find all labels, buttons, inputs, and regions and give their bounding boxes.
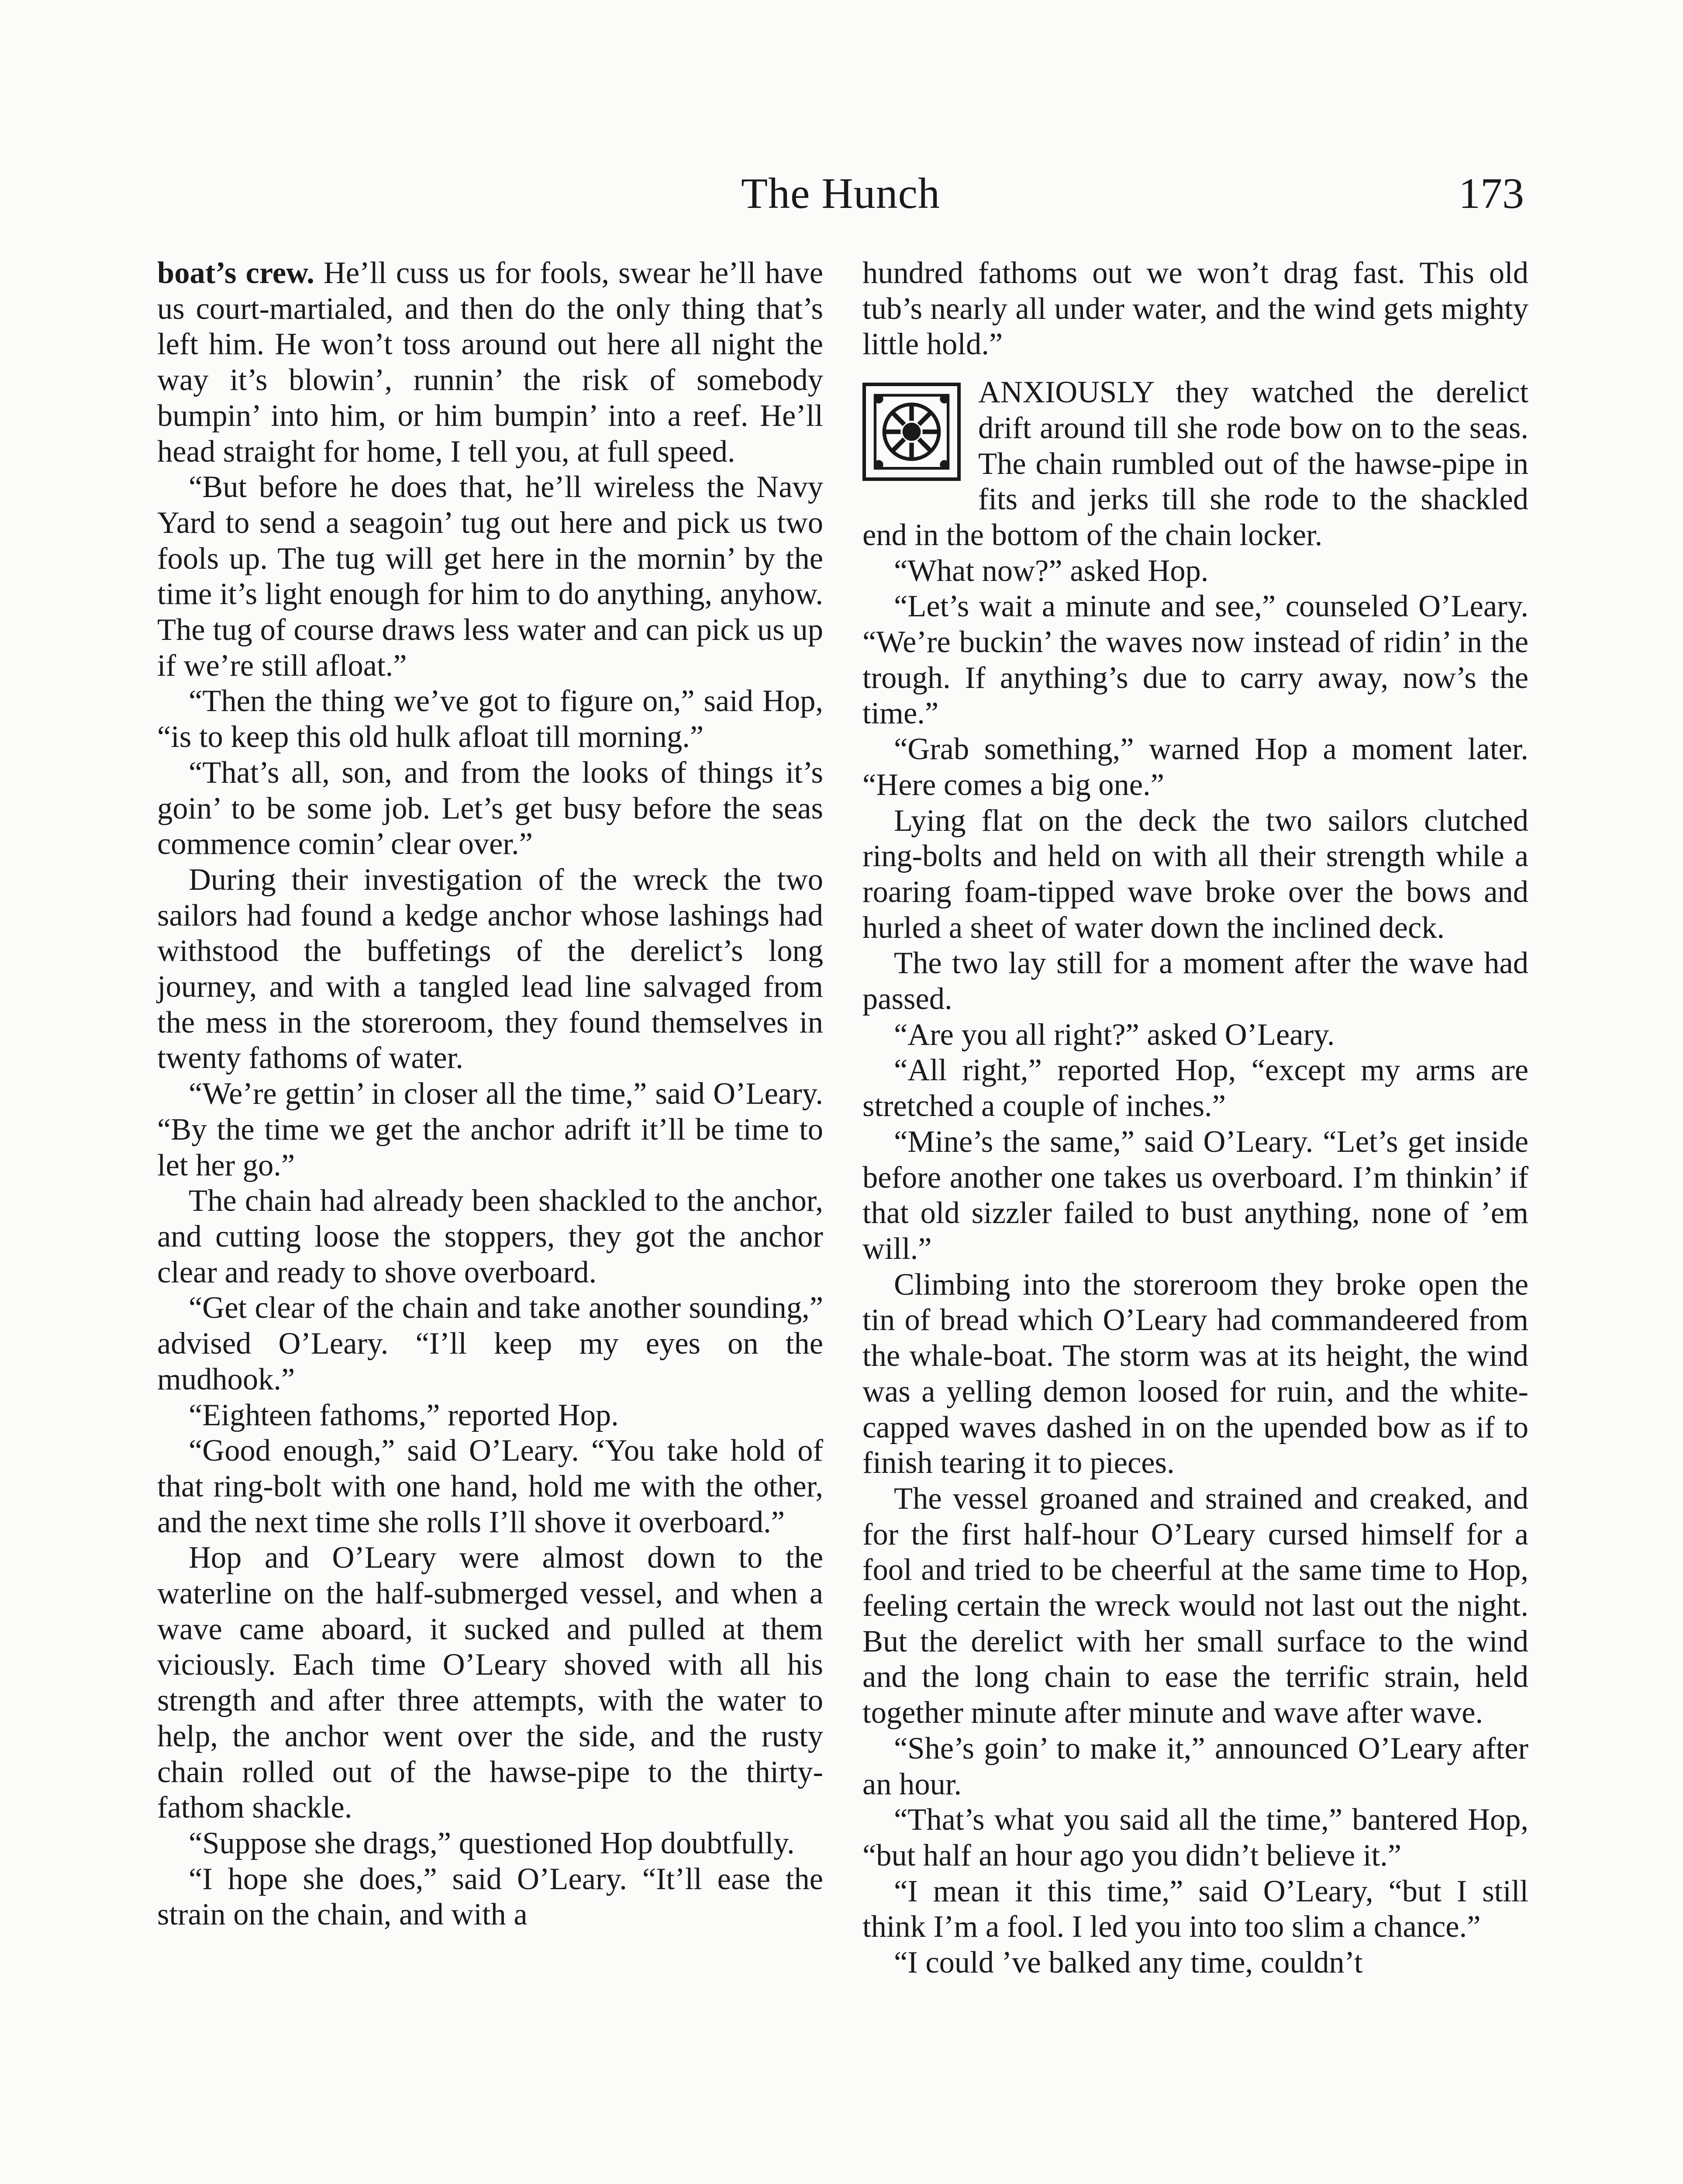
paragraph: The two lay still for a moment after the wave had passed. bbox=[862, 946, 1528, 1016]
running-title: The Hunch bbox=[741, 169, 941, 218]
paragraph: “Mine’s the same,” said O’Leary. “Let’s get inside before another one takes us overboard. I’m thinkin’ if that old sizzler failed to bust anything, none of ’em will.” bbox=[862, 1124, 1528, 1266]
paragraph: “All right,” reported Hop, “except my arms are stretched a couple of inches.” bbox=[862, 1053, 1528, 1123]
paragraph: “She’s goin’ to make it,” announced O’Leary after an hour. bbox=[862, 1731, 1528, 1801]
page-number: 173 bbox=[1459, 169, 1524, 218]
paragraph: “Then the thing we’ve got to figure on,” said Hop, “is to keep this old hulk afloat till morning.” bbox=[157, 684, 823, 754]
paragraph: “I hope she does,” said O’Leary. “It’ll ease the strain on the chain, and with a bbox=[157, 1862, 823, 1932]
paragraph: “Get clear of the chain and take another sounding,” advised O’Leary. “I’ll keep my eyes on the mudhook.” bbox=[157, 1291, 823, 1396]
paragraph: “Good enough,” said O’Leary. “You take hold of that ring-bolt with one hand, hold me with the other, and the next time she rolls I’ll shove it overboard.” bbox=[157, 1434, 823, 1539]
section-opening-paragraph bbox=[862, 375, 1528, 553]
ornament-icon bbox=[862, 383, 961, 481]
paragraph: The vessel groaned and strained and creaked, and for the first half-hour O’Leary cursed himself for a fool and tried to be cheerful at the same time to Hop, feeling certain the wreck would not last out the night. But the derelict with her small surface to the wind and the long chain to ease the terrific strain, held together minute after minute and wave after wave. bbox=[862, 1481, 1528, 1730]
paragraph: “I mean it this time,” said O’Leary, “but I still think I’m a fool. I led you into too slim a chance.” bbox=[862, 1874, 1528, 1944]
paragraph-text: ANXIOUSLY they watched the derelict drift around till she rode bow on to the seas. The chain rumbled out of the hawse-pipe in fits and jerks till she rode to the shackled end in the bottom of the chain locker. bbox=[862, 375, 1528, 552]
paragraph-text: He’ll cuss us for fools, swear he’ll have us court-martialed, and then do the only thing that’s left him. He won’t toss around out here all night the way it’s blowin’, runnin’ the risk of somebody bumpin’ into him, or him bumpin’ into a reef. He’ll head straight for home, I tell you, at full speed. bbox=[157, 256, 824, 469]
page-header bbox=[157, 168, 1524, 229]
paragraph: During their investigation of the wreck the two sailors had found a kedge anchor whose lashings had withstood the buffetings of the derelict’s long journey, and with a tangled lead line salvaged from the mess in the storeroom, they found themselves in twenty fathoms of water. bbox=[157, 862, 823, 1075]
paragraph bbox=[157, 256, 823, 470]
right-column bbox=[862, 256, 1528, 1981]
paragraph: “That’s all, son, and from the looks of things it’s goin’ to be some job. Let’s get busy before the seas commence comin’ clear over.” bbox=[157, 755, 823, 861]
paragraph: “We’re gettin’ in closer all the time,” said O’Leary. “By the time we get the anchor adrift it’ll be time to let her go.” bbox=[157, 1077, 823, 1182]
paragraph: hundred fathoms out we won’t drag fast. This old tub’s nearly all under water, and the wind gets mighty little hold.” bbox=[862, 256, 1528, 362]
paragraph: “But before he does that, he’ll wireless the Navy Yard to send a seagoin’ tug out here and pick us two fools up. The tug will get here in the mornin’ by the time it’s light enough for him to do anything, anyhow. The tug of course draws less water and can pick us up if we’re still afloat.” bbox=[157, 470, 823, 683]
lead-in-text: boat’s crew. bbox=[157, 256, 314, 290]
paragraph: “I could ’ve balked any time, couldn’t bbox=[894, 1946, 1363, 1980]
paragraph: “Let’s wait a minute and see,” counseled O’Leary. “We’re buckin’ the waves now instead of ridin’ in the trough. If anything’s due to carry away, now’s the time.” bbox=[862, 589, 1528, 731]
paragraph: “Eighteen fathoms,” reported Hop. bbox=[189, 1398, 619, 1432]
paragraph: “What now?” asked Hop. bbox=[894, 553, 1209, 588]
paragraph: “Grab something,” warned Hop a moment later. “Here comes a big one.” bbox=[862, 732, 1528, 802]
paragraph: Climbing into the storeroom they broke open the tin of bread which O’Leary had commandeered from the whale-boat. The storm was at its height, the wind was a yelling demon loosed for ruin, and the white-capped waves dashed in on the upended bow as if to finish tearing it to pieces. bbox=[862, 1267, 1528, 1480]
paragraph: “Suppose she drags,” questioned Hop doubtfully. bbox=[189, 1826, 795, 1860]
paragraph: “That’s what you said all the time,” bantered Hop, “but half an hour ago you didn’t believe it.” bbox=[862, 1803, 1528, 1873]
paragraph: “Are you all right?” asked O’Leary. bbox=[894, 1017, 1335, 1052]
paragraph: Lying flat on the deck the two sailors clutched ring-bolts and held on with all their strength while a roaring foam-tipped wave broke over the bows and hurled a sheet of water down the inclined deck. bbox=[862, 803, 1528, 945]
paragraph: Hop and O’Leary were almost down to the waterline on the half-submerged vessel, and when a wave came aboard, it sucked and pulled at them viciously. Each time O’Leary shoved with all his strength and after three attempts, with the water to help, the anchor went over the side, and the rusty chain rolled out of the hawse-pipe to the thirty-fathom shackle. bbox=[157, 1541, 823, 1825]
left-column bbox=[157, 256, 823, 1933]
paragraph: The chain had already been shackled to the anchor, and cutting loose the stoppers, they got the anchor clear and ready to shove overboard. bbox=[157, 1184, 823, 1289]
